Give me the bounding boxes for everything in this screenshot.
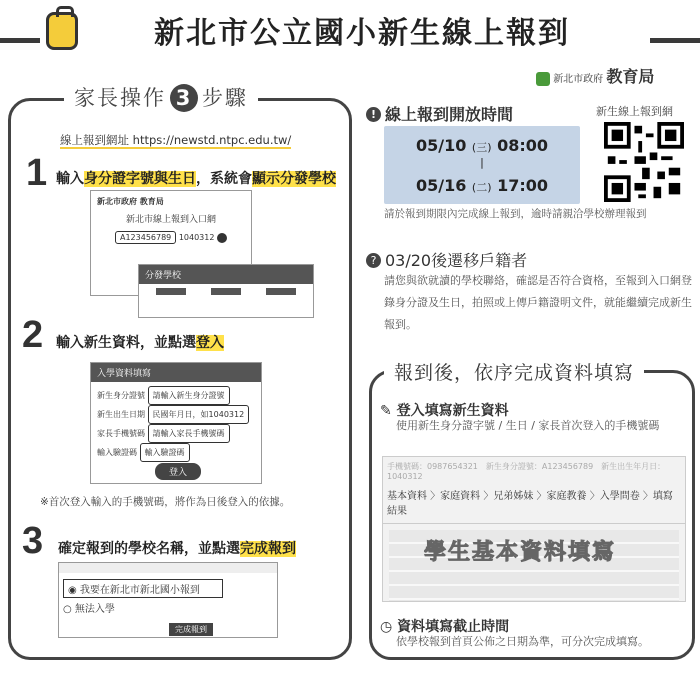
step-2-text: 輸入新生資料，並點選登入: [56, 335, 224, 351]
relocation-heading: ? 03/20後遷移戶籍者: [366, 248, 527, 271]
login-form-screenshot: 入學資料填寫 新生身分證號 請輸入新生身分證號 新生出生日期 民國年月日，如1040312 家長手機號碼 請輸入家長手機號碼 輸入驗證碼 輸入驗證碼 登入: [90, 362, 262, 484]
step-3-text: 確定報到的學校名稱，並點選完成報到: [58, 541, 296, 557]
login-fill-heading: ✎ 登入填寫新生資料: [380, 403, 509, 419]
date-box: 05/10 (三) 08:00 | 05/16 (二) 17:00: [384, 126, 580, 204]
login-fill-body: 使用新生身分證字號 / 生日 / 家長首次登入的手機號碼: [396, 419, 660, 432]
qr-label: 新生線上報到網: [596, 105, 673, 118]
deadline-body: 依學校報到首頁公佈之日期為準，可分次完成填寫。: [396, 635, 649, 648]
school-dialog: 分發學校: [138, 264, 314, 318]
step-3-number: 3: [22, 520, 44, 562]
login-button[interactable]: 登入: [155, 463, 201, 480]
backpack-icon: [46, 12, 78, 50]
complete-button[interactable]: 完成報到: [169, 623, 213, 636]
bureau-logo: 新北市政府 教育局: [536, 72, 654, 86]
cannot-enroll-option[interactable]: ○ 無法入學: [63, 604, 115, 615]
qr-code-icon[interactable]: [604, 122, 684, 202]
confirm-screenshot: [58, 562, 278, 638]
open-time-note: 請於報到期限內完成線上報到，逾時請親洽學校辦理報到: [384, 208, 647, 220]
steps-heading: 家長操作 3 步驟: [64, 82, 258, 112]
step-1-number: 1: [26, 152, 48, 194]
portal-screenshot: 新北市政府 教育局 新北市線上報到入口網 A123456789 1040312: [90, 190, 252, 296]
signup-url[interactable]: 線上報到網址 https://newstd.ntpc.edu.tw/: [60, 133, 292, 147]
page-title: 新北市公立國小新生線上報到: [154, 16, 570, 51]
school-option[interactable]: ◉ 我要在新北市新北國小報到: [63, 579, 223, 598]
header-bar-right: [650, 38, 700, 43]
pencil-icon: ✎: [380, 403, 397, 419]
after-signup-heading: 報到後，依序完成資料填寫: [384, 358, 644, 385]
deadline-heading: ◷ 資料填寫截止時間: [380, 619, 510, 635]
step-2-number: 2: [22, 314, 44, 356]
phone-note: ※首次登入輸入的手機號碼，將作為日後登入的依據。: [40, 496, 291, 508]
help-icon: ?: [366, 253, 381, 268]
relocation-body: 請您與欲就讀的學校聯絡，確認是否符合資格，至報到入口網登錄身分證及生日，拍照或上傳戶籍證明文件，就能繼續完成新生報到。: [384, 274, 692, 331]
form-overlay-label: 學生基本資料填寫: [424, 540, 617, 565]
open-time-heading: ! 線上報到開放時間: [366, 102, 513, 125]
student-form-screenshot: 手機號碼：0987654321 新生身分證號：A123456789 新生出生年月日：1040312 基本資料 〉家庭資料 〉兄弟姊妹 〉家庭教養 〉入學問卷 〉填寫結果: [382, 456, 686, 602]
alert-icon: !: [366, 107, 381, 122]
clock-icon: ◷: [380, 619, 398, 635]
step-1-text: 輸入身分證字號與生日，系統會顯示分發學校: [56, 171, 336, 187]
submit-arrow-icon: [217, 233, 227, 243]
header-bar-left: [0, 38, 40, 43]
